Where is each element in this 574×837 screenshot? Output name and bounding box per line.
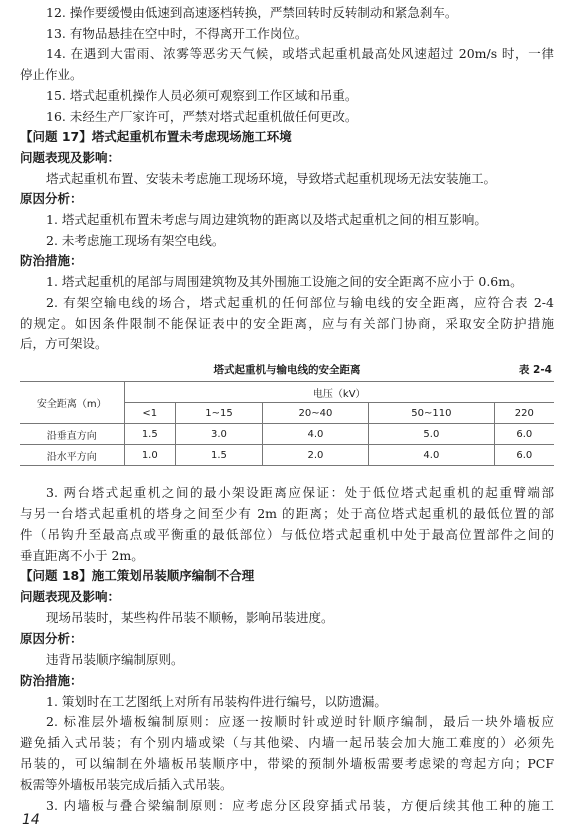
row-header-cell: 安全距离（m） — [20, 382, 124, 424]
section-heading: 【问题 17】塔式起重机布置未考虑现场施工环境 — [20, 129, 292, 145]
table-number: 表 2-4 — [518, 364, 552, 376]
text-line: 16. 未经生产厂家许可，严禁对塔式起重机做任何更改。 — [46, 108, 358, 124]
text-line: 垂直距离不小于 2m。 — [20, 547, 144, 563]
section-heading: 防治措施： — [20, 253, 83, 269]
section-heading: 防治措施： — [20, 672, 83, 688]
table-cell: 1.5 — [124, 424, 176, 445]
text-line: 板需等外墙板吊装完成后插入式吊装。 — [20, 776, 233, 792]
text-line: 2. 未考虑施工现场有架空电线。 — [46, 232, 225, 248]
column-header: <1 — [124, 403, 176, 424]
text-line: 违背吊装顺序编制原则。 — [46, 651, 184, 667]
text-line: 3. 两台塔式起重机之间的最小架设距离应保证：处于低位塔式起重机的起重臂端部 — [46, 485, 554, 500]
column-header: 220 — [494, 403, 554, 424]
column-header: 50~110 — [369, 403, 495, 424]
text-line: 的规定。如因条件限制不能保证表中的安全距离，应与有关部门协商，采取安全防护措施 — [20, 315, 554, 331]
text-line: 14. 在遇到大雷雨、浓雾等恶劣天气候，或塔式起重机最高处风速超过 20m/s 时，一律 — [46, 46, 554, 62]
section-heading: 【问题 18】施工策划吊装顺序编制不合理 — [20, 568, 255, 584]
section-heading: 原因分析： — [20, 191, 83, 207]
text-line: 12. 操作要缓慢由低速到高速逐档转换，严禁回转时反转制动和紧急刹车。 — [46, 5, 458, 20]
text-line: 13. 有物品悬挂在空中时，不得离开工作岗位。 — [46, 25, 308, 41]
text-line: 2. 标准层外墙板编制原则：应逐一按顺时针或逆时针顺序编制，最后一块外墙板应 — [46, 714, 554, 730]
section-heading: 原因分析： — [20, 630, 83, 646]
table-cell: 6.0 — [494, 445, 554, 466]
text-line: 2. 有架空输电线的场合，塔式起重机的任何部位与输电线的安全距离，应符合表 2-4 — [46, 294, 554, 310]
text-line: 与另一台塔式起重机的塔身之间至少有 2m 的距离；处于高位塔式起重机的最低位置的部 — [20, 505, 554, 521]
safety-distance-table — [20, 381, 554, 466]
column-header: 20~40 — [262, 403, 368, 424]
row-label: 沿垂直方向 — [20, 424, 124, 445]
table-cell: 1.0 — [124, 445, 176, 466]
text-line: 1. 塔式起重机布置未考虑与周边建筑物的距离以及塔式起重机之间的相互影响。 — [46, 212, 487, 227]
table-cell: 2.0 — [262, 445, 368, 466]
text-line: 后，方可架设。 — [20, 336, 108, 352]
text-line: 现场吊装时，某些构件吊装不顺畅，影响吊装进度。 — [46, 610, 334, 626]
table-cell: 5.0 — [369, 424, 495, 445]
text-line: 吊装的，可以编制在外墙板吊装顺序中，带梁的预制外墙板需要考虑梁的弯起方向；PCF — [20, 756, 554, 772]
text-line: 停止作业。 — [20, 67, 83, 83]
table-row — [20, 424, 554, 445]
column-header: 1~15 — [176, 403, 263, 424]
table-cell: 1.5 — [176, 445, 263, 466]
table-cell: 3.0 — [176, 424, 263, 445]
table-row — [20, 445, 554, 466]
table-cell: 6.0 — [494, 424, 554, 445]
text-line: 1. 策划时在工艺图纸上对所有吊装构件进行编号，以防遗漏。 — [46, 693, 387, 709]
table-caption: 塔式起重机与输电线的安全距离 — [213, 364, 361, 376]
text-line: 15. 塔式起重机操作人员必须可观察到工作区域和吊重。 — [46, 87, 358, 103]
page-number: 14 — [22, 812, 40, 828]
section-heading: 问题表现及影响： — [20, 589, 121, 605]
section-heading: 问题表现及影响： — [20, 149, 121, 165]
text-line: 1. 塔式起重机的尾部与周围建筑物及其外围施工设施之间的安全距离不应小于 0.6m。 — [46, 274, 523, 290]
text-line: 件（吊钩升至最高点或平衡重的最低部位）与低位塔式起重机中处于最高位置部件之间的 — [20, 526, 554, 542]
voltage-header-cell: 电压（kV） — [124, 382, 554, 403]
text-line: 避免插入式吊装；有个别内墙或梁（与其他梁、内墙一起吊装会加大施工难度的）必须先 — [20, 735, 554, 751]
table-header-row — [20, 382, 554, 403]
text-line: 塔式起重机布置、安装未考虑施工现场环境，导致塔式起重机现场无法安装施工。 — [46, 170, 497, 186]
table-cell: 4.0 — [262, 424, 368, 445]
row-label: 沿水平方向 — [20, 445, 124, 466]
table-cell: 4.0 — [369, 445, 495, 466]
text-line: 3. 内墙板与叠合梁编制原则：应考虑分区段穿插式吊装，方便后续其他工种的施工 — [46, 797, 554, 813]
